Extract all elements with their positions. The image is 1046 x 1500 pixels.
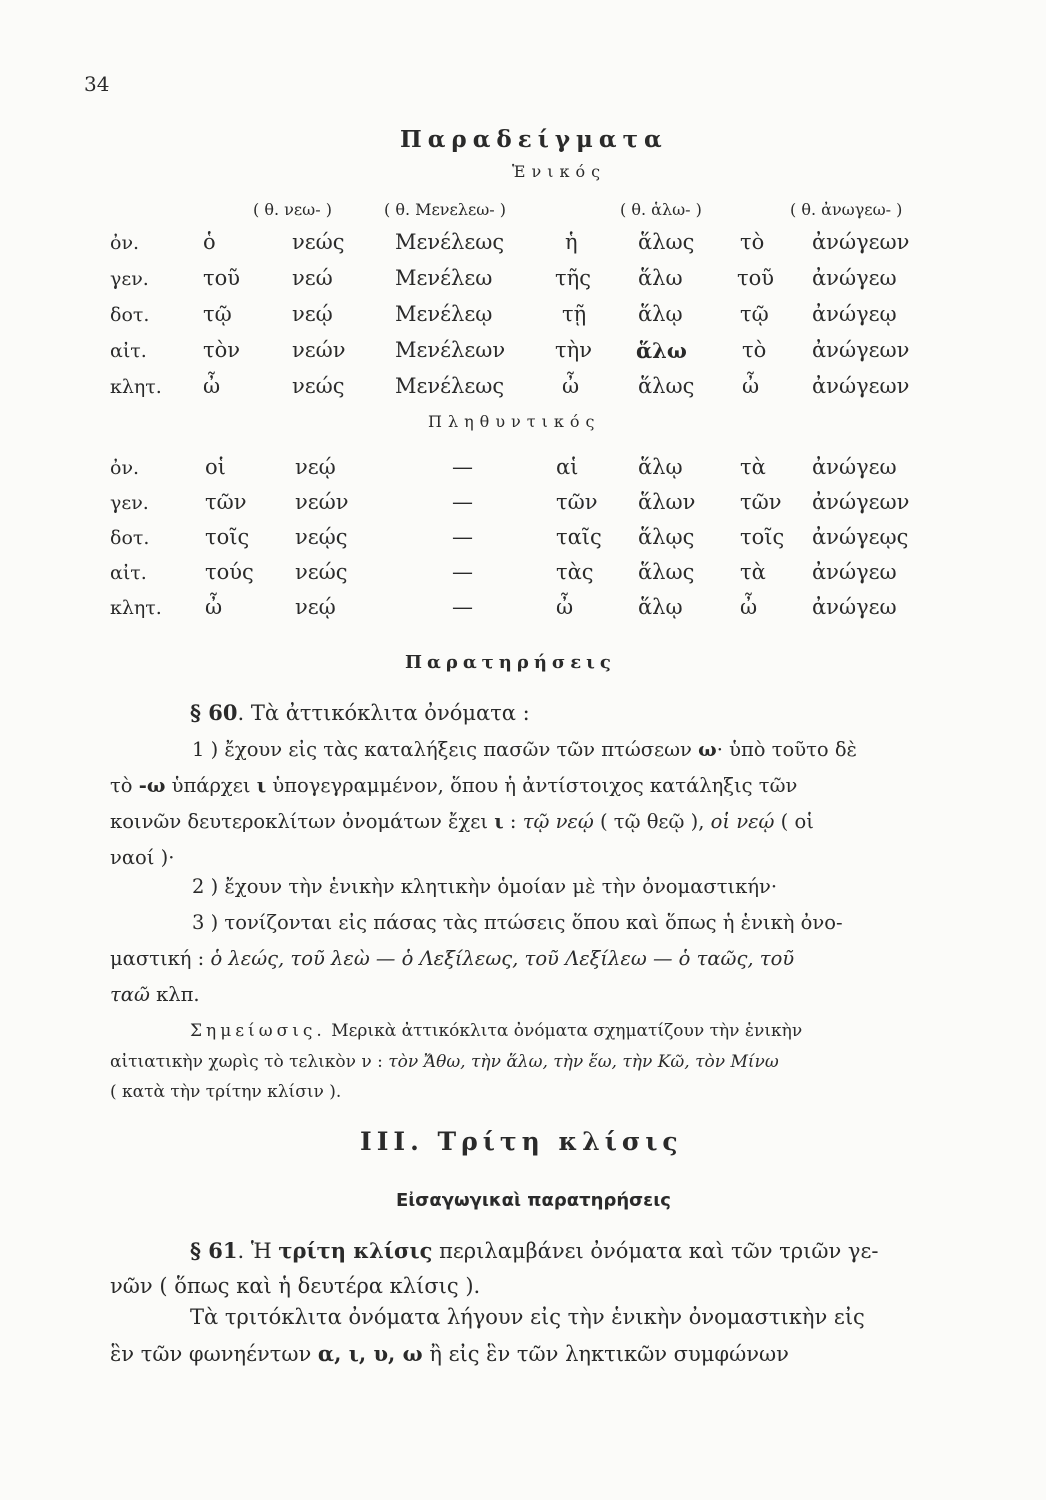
example-text: ταῶ	[110, 983, 150, 1006]
dash: —	[452, 560, 473, 584]
article: τοῖς	[205, 525, 250, 549]
article: ταῖς	[556, 525, 602, 549]
case-label: αἰτ.	[110, 340, 147, 362]
section-number: § 60	[190, 700, 238, 725]
paragraph-text: μαστική :	[110, 947, 205, 970]
examples-heading: Παραδείγματα	[400, 126, 668, 153]
noun-form: νεῴ	[292, 302, 333, 326]
article: τῶν	[740, 490, 782, 514]
stem-header: ( θ. Μενελεω- )	[384, 200, 507, 219]
article: ἡ	[565, 230, 578, 254]
note-text: Μερικὰ ἀττικόκλιτα ὀνόματα σχηματίζουν τὴν ἑνικὴν	[331, 1021, 803, 1041]
paragraph-60-heading	[190, 700, 530, 725]
article: τῶν	[556, 490, 598, 514]
noun-form: ἅλῳ	[638, 595, 683, 619]
paragraph-text: 1 ) ἔχουν εἰς τὰς καταλήξεις πασῶν τῶν πτώσεων	[192, 738, 692, 761]
paragraph-text: ὑπογεγραμμένον, ὅπου ἡ ἀντίστοιχος κατάληξις τῶν	[272, 774, 798, 797]
article: τὸ	[740, 230, 765, 254]
key-term: τρίτη κλίσις	[278, 1238, 433, 1263]
noun-form: Μενέλεω	[395, 266, 493, 290]
paragraph-text: . Τὰ ἀττικόκλιτα ὀνόματα :	[237, 701, 530, 725]
example-text: τῷ νεῴ	[522, 810, 594, 833]
paragraph-text: ἢ εἰς ἓν τῶν ληκτικῶν συμφώνων	[429, 1342, 789, 1366]
noun-form: ἅλως	[638, 374, 695, 398]
noun-form: ἅλω	[636, 338, 687, 363]
page-number: 34	[84, 72, 110, 96]
article: ὦ	[740, 595, 758, 619]
noun-form: νεών	[292, 338, 346, 362]
noun-form: νεώς	[292, 230, 345, 254]
paragraph-line	[190, 1238, 878, 1263]
paragraph-text: περιλαμβάνει ὀνόματα καὶ τῶν τριῶν γε-	[439, 1239, 879, 1263]
singular-heading: Ἑνικός	[512, 162, 607, 181]
note-line	[190, 1021, 802, 1041]
noun-form: ἀνώγεω	[812, 560, 897, 584]
paragraph-line	[110, 810, 814, 833]
stem-header: ( θ. νεω- )	[253, 200, 332, 219]
noun-form: ἀνώγεων	[812, 374, 910, 398]
example-text: τὸν Ἄθω, τὴν ἅλω, τὴν ἕω, τὴν Κῶ, τὸν Μίνω	[388, 1052, 779, 1072]
noun-form: ἀνώγεῳς	[812, 525, 909, 549]
case-label: δοτ.	[110, 527, 150, 549]
dash: —	[452, 455, 473, 479]
article: τῆς	[555, 266, 591, 290]
noun-form: ἀνώγεων	[812, 338, 910, 362]
article: ὦ	[742, 374, 760, 398]
article: τὴν	[555, 338, 592, 362]
omega-ending: -ω	[138, 774, 166, 797]
stem-header: ( θ. ἁλω- )	[620, 200, 702, 219]
case-label: ὀν.	[110, 457, 140, 479]
article: ὁ	[203, 230, 216, 254]
paragraph-line: νῶν ( ὅπως καὶ ἡ δευτέρα κλίσις ).	[110, 1274, 481, 1298]
paragraph-line	[110, 983, 200, 1006]
article: αἱ	[556, 455, 579, 479]
paragraph-text: κλπ.	[156, 983, 200, 1006]
article: τὰ	[740, 560, 766, 584]
noun-form: ἅλων	[638, 490, 696, 514]
article: ὦ	[203, 374, 221, 398]
article: οἱ	[205, 455, 226, 479]
noun-form: νεῴ	[295, 455, 336, 479]
noun-form: Μενέλεως	[395, 374, 505, 398]
noun-form: νεώς	[292, 374, 345, 398]
paragraph-text: κοινῶν δευτεροκλίτων ὀνομάτων ἔχει	[110, 810, 489, 833]
iota-letter: ι	[256, 774, 267, 797]
omega-letter: ω	[698, 738, 717, 761]
article: τὸ	[742, 338, 767, 362]
noun-form: νεώ	[292, 266, 333, 290]
example-text: ὁ λεώς, τοῦ λεὼ — ὁ Λεξίλεως, τοῦ Λεξίλεω — ὁ ταῶς, τοῦ	[210, 947, 795, 970]
noun-form: νεῴς	[295, 525, 348, 549]
paragraph-line	[110, 947, 794, 970]
case-label: κλητ.	[110, 597, 162, 619]
paragraph-text: ( τῷ θεῷ ),	[600, 810, 705, 833]
noun-form: ἅλῳς	[638, 525, 695, 549]
iota-letter: ι	[494, 810, 504, 833]
note-label: Σημείωσις.	[190, 1021, 326, 1041]
noun-form: ἀνώγεῳ	[812, 302, 897, 326]
chapter-title: ΙΙΙ. Τρίτη κλίσις	[360, 1127, 683, 1156]
note-text: αἰτιατικὴν χωρὶς τὸ τελικὸν ν :	[110, 1052, 383, 1072]
noun-form: Μενέλεῳ	[395, 302, 493, 326]
noun-form: ἀνώγεω	[812, 266, 897, 290]
article: ὦ	[205, 595, 223, 619]
article: τῷ	[740, 302, 769, 326]
noun-form: ἅλῳ	[638, 302, 683, 326]
article: τοῦ	[737, 266, 775, 290]
noun-form: ἀνώγεω	[812, 455, 897, 479]
section-number: § 61	[190, 1238, 238, 1263]
paragraph-line	[192, 738, 857, 761]
article: τῶν	[205, 490, 247, 514]
example-text: οἱ νεῴ	[710, 810, 775, 833]
vowel-list: α, ι, υ, ω	[317, 1341, 423, 1366]
case-label: αἰτ.	[110, 562, 147, 584]
noun-form: νεών	[295, 490, 349, 514]
noun-form: ἅλῳ	[638, 455, 683, 479]
case-label: κλητ.	[110, 376, 162, 398]
paragraph-line: ναοί )·	[110, 846, 175, 869]
article: τὸν	[203, 338, 241, 362]
noun-form: ἅλω	[638, 266, 683, 290]
paragraph-line	[110, 774, 797, 797]
noun-form: ἀνώγεων	[812, 230, 910, 254]
paragraph-text: . Ἡ	[237, 1239, 272, 1263]
noun-form: ἅλως	[638, 560, 695, 584]
article: τοῖς	[740, 525, 785, 549]
case-label: γεν.	[110, 492, 149, 514]
noun-form: νεῴ	[295, 595, 336, 619]
noun-form: Μενέλεων	[395, 338, 506, 362]
case-label: δοτ.	[110, 304, 150, 326]
article: ὦ	[556, 595, 574, 619]
stem-header: ( θ. ἀνωγεω- )	[790, 200, 903, 219]
introductory-heading: Εἰσαγωγικαὶ παρατηρήσεις	[396, 1190, 671, 1211]
article: τὰς	[556, 560, 594, 584]
paragraph-line: 3 ) τονίζονται εἰς πάσας τὰς πτώσεις ὅπου καὶ ὅπως ἡ ἑνικὴ ὀνο-	[192, 911, 843, 934]
article: ὦ	[562, 374, 580, 398]
plural-heading: Πληθυντικός	[428, 412, 601, 431]
noun-form: Μενέλεως	[395, 230, 505, 254]
noun-form: ἅλως	[638, 230, 695, 254]
paragraph-text: ( οἱ	[780, 810, 814, 833]
paragraph-text: τὸ	[110, 774, 133, 797]
paragraph-text: ἓν τῶν φωνηέντων	[110, 1342, 312, 1366]
noun-form: ἀνώγεων	[812, 490, 910, 514]
case-label: ὀν.	[110, 232, 140, 254]
dash: —	[452, 595, 473, 619]
article: τῇ	[562, 302, 587, 326]
dash: —	[452, 525, 473, 549]
paragraph-line: Τὰ τριτόκλιτα ὀνόματα λήγουν εἰς τὴν ἑνικὴν ὀνομαστικὴν εἰς	[190, 1305, 865, 1329]
article: τούς	[205, 560, 254, 584]
noun-form: ἀνώγεω	[812, 595, 897, 619]
note-line	[110, 1052, 779, 1072]
note-line: ( κατὰ τὴν τρίτην κλίσιν ).	[110, 1082, 342, 1102]
noun-form: νεώς	[295, 560, 348, 584]
case-label: γεν.	[110, 268, 149, 290]
paragraph-text: ὑπάρχει	[171, 774, 251, 797]
observations-heading: Παρατηρήσεις	[405, 652, 616, 673]
paragraph-line: 2 ) ἔχουν τὴν ἑνικὴν κλητικὴν ὁμοίαν μὲ τὴν ὀνομαστικήν·	[192, 875, 778, 898]
article: τὰ	[740, 455, 766, 479]
dash: —	[452, 490, 473, 514]
paragraph-text: :	[509, 810, 517, 833]
article: τῷ	[203, 302, 232, 326]
article: τοῦ	[203, 266, 241, 290]
paragraph-text: · ὑπὸ τοῦτο δὲ	[716, 738, 858, 761]
paragraph-line	[110, 1341, 789, 1366]
